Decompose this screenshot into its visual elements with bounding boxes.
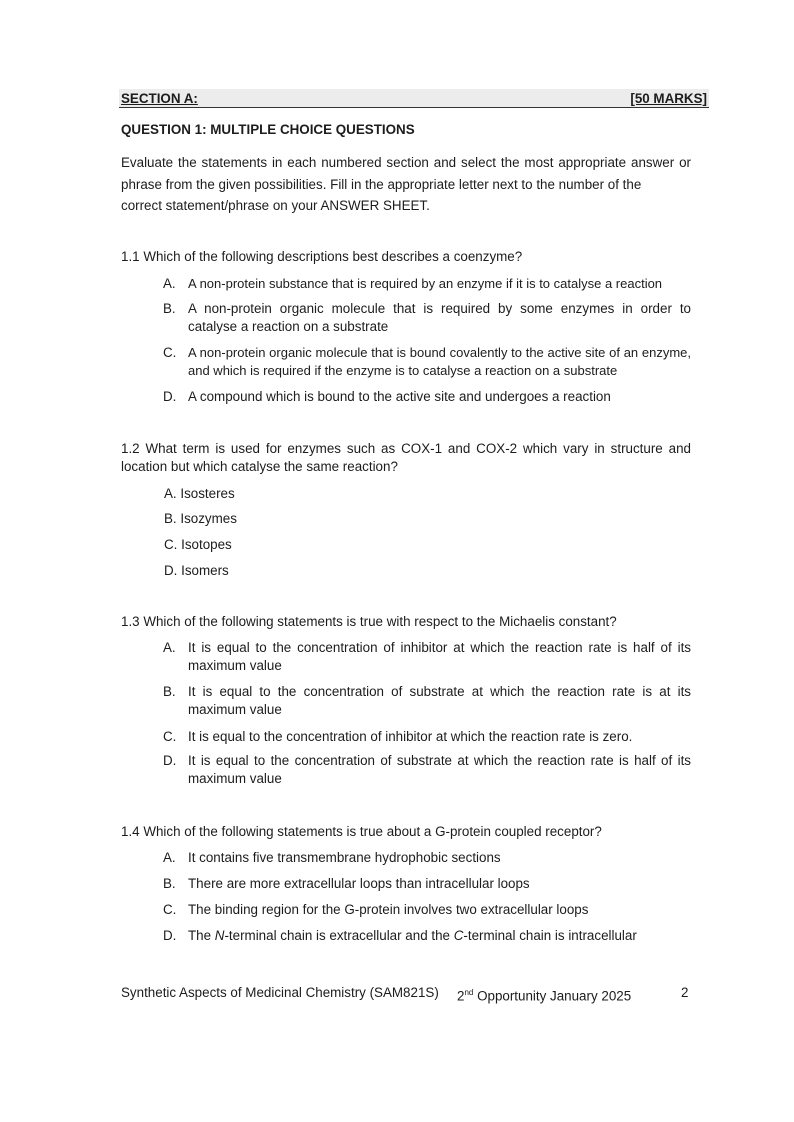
option: B. A non-protein organic molecule that is required by some enzymes in order to catalyse a reaction on a substrate <box>163 301 691 334</box>
option: B. It is equal to the concentration of substrate at which the reaction rate is at its maximum value <box>163 684 691 717</box>
question-stem: 1.2 What term is used for enzymes such as COX-1 and COX-2 which vary in structure and location but which catalyse the same reaction? <box>121 441 691 474</box>
instructions-2: correct statement/phrase on your ANSWER SHEET. <box>121 198 430 213</box>
question-heading: QUESTION 1: MULTIPLE CHOICE QUESTIONS <box>121 122 415 137</box>
question-stem: 1.3 Which of the following statements is true with respect to the Michaelis constant? <box>121 614 617 629</box>
option: C. A non-protein organic molecule that is bound covalently to the active site of an enzyme, and which is required if the enzyme is to catalyse a reaction on a substrate <box>163 345 691 378</box>
page-number: 2 <box>681 985 689 1000</box>
option: D. The N-terminal chain is extracellular and the C-terminal chain is intracellular <box>163 928 637 943</box>
option: C. It is equal to the concentration of inhibitor at which the reaction rate is zero. <box>163 729 633 744</box>
footer-opportunity: 2nd Opportunity January 2025 <box>457 988 632 1004</box>
option: C. The binding region for the G-protein involves two extracellular loops <box>163 902 589 917</box>
option: A. Isosteres <box>164 486 235 501</box>
option: D. Isomers <box>164 563 229 578</box>
section-marks: [50 MARKS] <box>630 91 707 106</box>
option: A. It is equal to the concentration of inhibitor at which the reaction rate is half of its maximum value <box>163 640 691 673</box>
option: A. A non-protein substance that is required by an enzyme if it is to catalyse a reaction <box>163 276 663 291</box>
section-header <box>119 89 709 108</box>
section-title: SECTION A: <box>121 91 198 106</box>
question-stem: 1.1 Which of the following descriptions best describes a coenzyme? <box>121 249 523 264</box>
option: B. There are more extracellular loops than intracellular loops <box>163 876 530 891</box>
instructions-1: Evaluate the statements in each numbered section and select the most appropriate answer or phrase from the given possibilities. Fill in the appropriate letter next to the number of the <box>121 155 691 192</box>
option: A. It contains five transmembrane hydrophobic sections <box>163 850 501 865</box>
option: D. A compound which is bound to the active site and undergoes a reaction <box>163 389 611 404</box>
footer-course: Synthetic Aspects of Medicinal Chemistry (SAM821S) <box>121 985 439 1000</box>
option: C. Isotopes <box>164 537 232 552</box>
option: B. Isozymes <box>164 511 237 526</box>
option: D. It is equal to the concentration of substrate at which the reaction rate is half of its maximum value <box>163 753 691 786</box>
question-stem: 1.4 Which of the following statements is true about a G-protein coupled receptor? <box>121 824 602 839</box>
